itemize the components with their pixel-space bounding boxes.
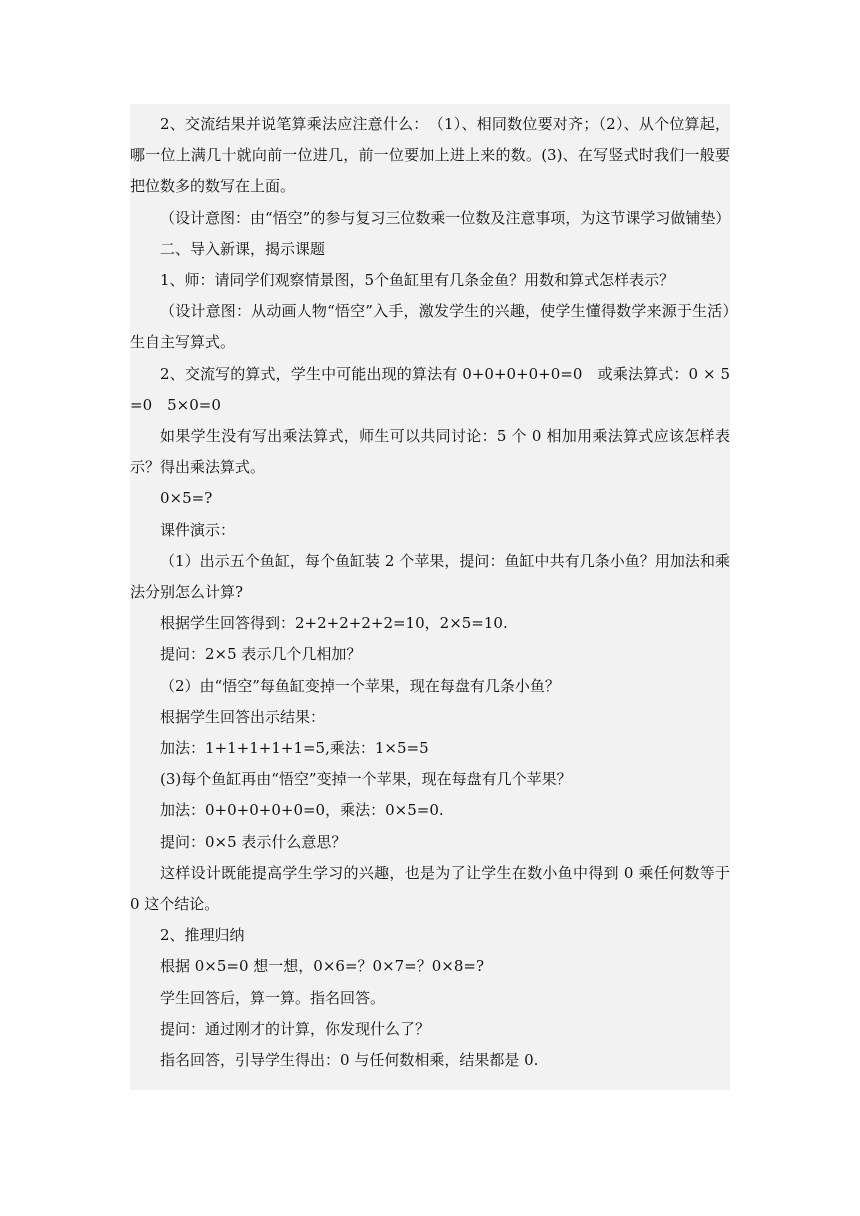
paragraph-addition-0x5: 加法：0+0+0+0+0=0，乘法：0×5=0. [160,801,444,820]
paragraph-design-intent-2: （设计意图：从动画人物“悟空”入手，激发学生的兴趣，使学生懂得数学来源于生活） 生自主写算式。 [130,302,746,352]
paragraph-demo-step-1: （1）出示五个鱼缸，每个鱼缸装 2 个苹果，提问：鱼缸中共有几条小鱼？用加法和乘法分别怎么计算? [130,551,730,602]
paragraph-question-discovery: 提问：通过刚才的计算，你发现什么了？ [160,1019,431,1038]
paragraph-conclusion: 指名回答，引导学生得出：0 与任何数相乘，结果都是 0. [160,1051,539,1070]
paragraph-students-answer: 学生回答后，算一算。指名回答。 [160,988,386,1007]
paragraph-design-explanation: 这样设计既能提高学生学习的兴趣，也是为了让学生在数小鱼中得到 0 乘任何数等于 0 这个结论。 [130,863,730,914]
paragraph-teacher-question: 1、师：请同学们观察情景图，5个鱼缸里有几条金鱼？用数和算式怎样表示？ [160,271,675,290]
paragraph-answer-2x5: 根据学生回答得到：2+2+2+2+2=10，2×5=10. [160,614,508,633]
paragraph-multiplication-rules: 2、交流结果并说笔算乘法应注意什么： （1）、相同数位要对齐；（2）、从个位算起，哪一位上满几十就向前一位进几，前一位要加上进上来的数。(3)、在写竖式时我们一般要把位数多的数写在上面。 [130,115,730,196]
paragraph-discussion: 如果学生没有写出乘法算式，师生可以共同讨论：5 个 0 相加用乘法算式应该怎样表示？得出乘法算式。 [130,427,730,477]
paragraph-demo-step-3: (3)每个鱼缸再由“悟空”变掉一个苹果，现在每盘有几个苹果？ [160,770,572,789]
paragraph-show-result: 根据学生回答出示结果： [160,707,326,726]
paragraph-demo-step-2: （2）由“悟空”每鱼缸变掉一个苹果，现在每盘有几条小鱼？ [160,676,560,695]
section-heading-reasoning: 2、推理归纳 [160,926,245,945]
paragraph-addition-1x5: 加法：1+1+1+1+1=5,乘法：1×5=5 [160,739,429,758]
document-body [130,104,746,1090]
paragraph-design-intent-1: （设计意图：由“悟空”的参与复习三位数乘一位数及注意事项，为这节课学习做铺垫） [160,208,731,227]
paragraph-formula-0x5: 0×5=? [160,489,213,508]
paragraph-think-formulas: 根据 0×5=0 想一想，0×6=？0×7=？0×8=? [160,957,485,976]
section-heading-new-lesson: 二、导入新课，揭示课题 [160,239,326,258]
paragraph-question-2x5: 提问：2×5 表示几个几相加？ [160,645,362,664]
paragraph-exchange-formulas: 2、交流写的算式，学生中可能出现的算法有 0+0+0+0+0=0 或乘法算式：0 × 5=0 5×0=0 [130,364,730,414]
paragraph-question-0x5: 提问：0×5 表示什么意思？ [160,832,347,851]
paragraph-courseware-demo: 课件演示： [160,520,236,539]
